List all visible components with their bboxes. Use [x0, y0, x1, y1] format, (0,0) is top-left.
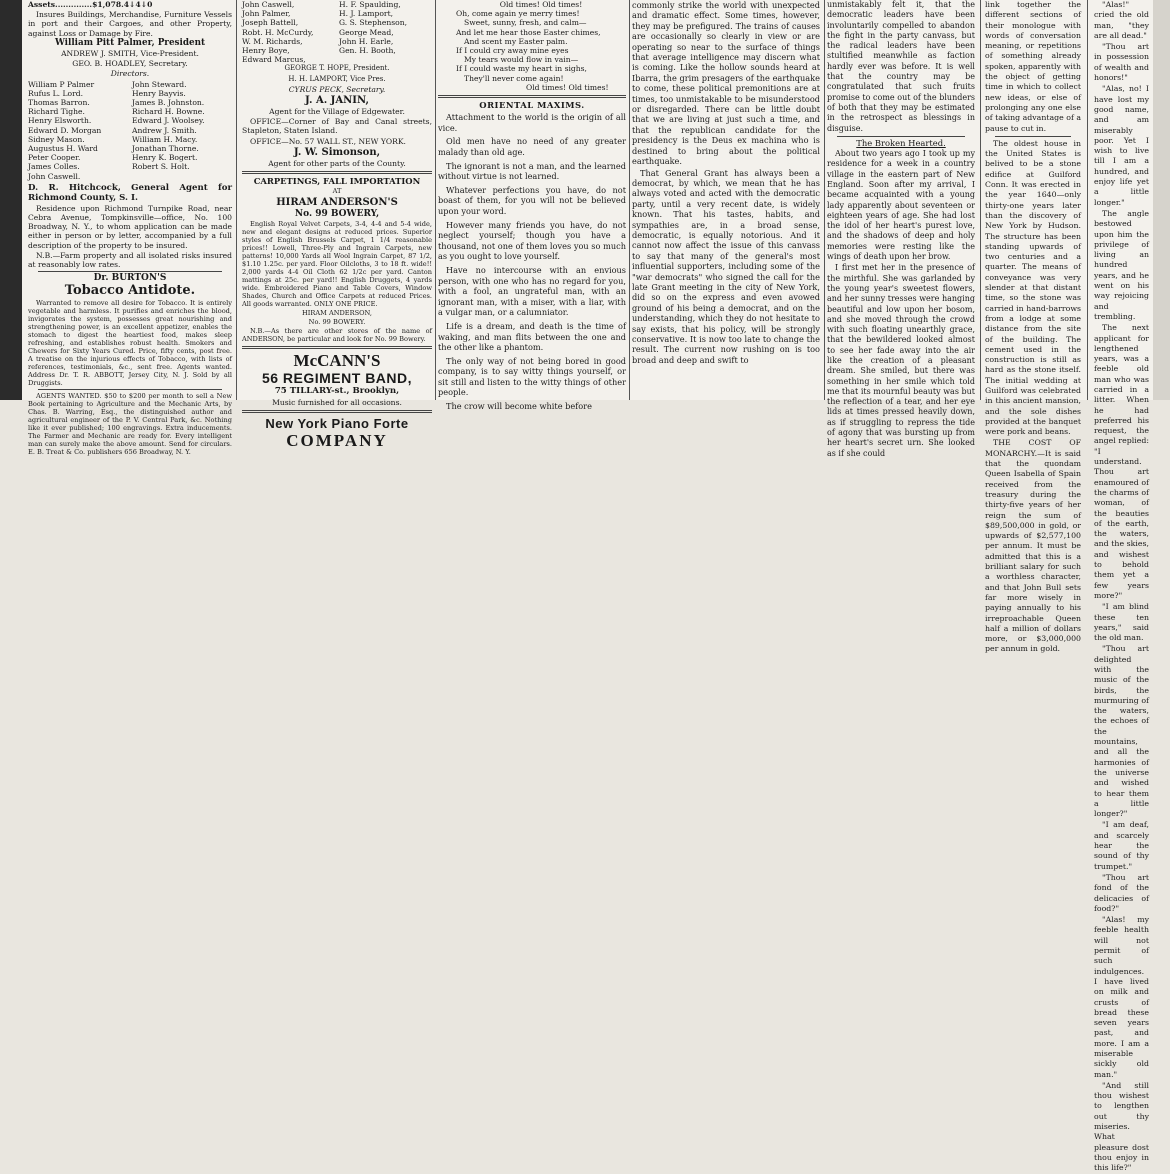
janin-office-1: OFFICE—Corner of Bay and Canal streets, Stapleton, Staten Island.	[242, 117, 432, 136]
divider	[242, 346, 432, 349]
burton-title: Tobacco Antidote.	[64, 283, 196, 299]
divider	[995, 136, 1071, 137]
mccann-address: 75 TILLARY-st., Brooklyn,	[274, 386, 400, 397]
director-name: James B. Johnston.	[132, 98, 205, 108]
directors-list	[28, 80, 232, 181]
column-ads	[242, 0, 432, 450]
trustee-name: Joseph Battell,	[242, 18, 299, 28]
trustee-name: W. M. Richards,	[242, 36, 303, 46]
maxim: The crow will become white before	[446, 401, 592, 412]
maxim: Have no intercourse with an envious person, with one who has no regard for you, with a fool, an ungrateful man, with an ignorant man, with a miser, with a liar, with a vulgar man, or a calumniator.	[438, 264, 626, 318]
anderson-name: HIRAM ANDERSON'S	[276, 197, 398, 209]
president: William Pitt Palmer, President	[54, 37, 206, 48]
simonson-name: J. W. Simonson,	[293, 146, 381, 158]
newspaper-page	[22, 0, 1153, 1173]
directors-heading: Directors.	[110, 69, 150, 79]
piano-title: New York Piano Forte	[265, 415, 409, 431]
maxim: However many friends you have, do not neglect yourself; though you have a thousand, not one of them loves you so much as you ought to love yourself.	[438, 219, 626, 262]
assets-line: Assets..............$1,078.4↓4↓0	[28, 0, 153, 9]
director-name: Sidney Mason.	[28, 134, 85, 144]
miscellany-split	[985, 0, 1149, 1173]
poem-line: My tears would flow in vain—	[464, 55, 579, 65]
divider	[242, 410, 432, 413]
directors-right	[132, 80, 232, 181]
column-rule	[1087, 0, 1088, 400]
divider	[38, 389, 222, 390]
divider	[837, 136, 965, 137]
dialogue-line: "I am blind these ten years," said the old man.	[1094, 602, 1149, 643]
maxim: The ignorant is not a man, and the learned without virtue is not learned.	[438, 160, 626, 182]
trustee-name: Robt. H. McCurdy,	[242, 27, 314, 37]
poem-line: If I could waste my heart in sighs,	[456, 64, 587, 74]
column-rule	[236, 0, 237, 400]
director-name: Henry Elsworth.	[28, 116, 92, 126]
director-name: Henry K. Bogert.	[132, 153, 198, 163]
dialogue-line: "Alas, no! I have lost my good name, and am miserably poor. Yet I wish to live till I am a hundred, and enjoy life yet a little longer."	[1094, 84, 1149, 207]
divider	[242, 171, 432, 174]
trustees-list	[242, 0, 432, 64]
simonson-role: Agent for other parts of the County.	[268, 158, 406, 168]
director-name: Richard H. Bowne.	[132, 107, 205, 117]
maxim: Life is a dream, and death is the time of waking, and man flits between the one and the other like a phantom.	[438, 320, 626, 353]
column-rule	[629, 0, 630, 400]
article-paragraph: link together the different sections of their monologue with words of conversation meaning, or repetitions of something already spoken, apparently with the object of getting time in which to collect new ideas, or else of prolonging any one else of taking advantage of a pause to cut in.	[985, 0, 1081, 133]
secretary: GEO. B. HOADLEY, Secretary.	[72, 59, 188, 69]
poem-line: And scent my Easter palm.	[464, 36, 568, 46]
article-paragraph: unmistakably felt it, that the democratic leaders have been involuntarily compelled to abandon the fight in the party canvass, but the radical leaders have been stultified meanwhile as faction hardly ever was before. It is well that the country may be congratulated that such fruits promise to come out of the blunders of both that they may be estimated in the retrospect as blessings in disguise.	[827, 0, 975, 133]
monarchy-paragraph: THE COST OF MONARCHY.—It is said that the quondam Queen Isabella of Spain received from the treasury during the thirty-five years of her reign the sum of $89,500,000 in gold, or upwards of $2,577,100 per annum. It must be admitted that this is a brilliant salary for such a worthless character, and that John Bull sets far more wisely in paying annually to his irreproachable Queen half a million of dollars more, or $3,000,000 per annum in gold.	[985, 438, 1081, 654]
anderson-name-2: HIRAM ANDERSON,	[302, 309, 372, 318]
poem-line: Sweet, sunny, fresh, and calm—	[464, 18, 587, 28]
directors-left	[28, 80, 128, 181]
trustee-name: H. F. Spaulding,	[339, 0, 401, 9]
trustees-right	[339, 0, 432, 64]
mccann-note: Music furnished for all occasions.	[272, 397, 402, 407]
officer-secretary: CYRUS PECK, Secretary.	[288, 84, 386, 94]
anderson-address: No. 99 BOWERY,	[294, 209, 380, 220]
dialogue-line: The angle bestowed upon him the privilege of living an hundred years, and he went on his way rejoicing and trembling.	[1094, 208, 1149, 321]
poem-line: Old times! Old times!	[499, 0, 583, 9]
insures-text: Insures Buildings, Merchandise, Furniture Vessels in port and their Cargoes, and other Property, against Loss or Damage by Fire.	[28, 10, 232, 38]
column-insurance	[28, 0, 232, 457]
dialogue-line: "Alas! my feeble health will not permit of such indulgences. I have lived on milk and crusts of bread these seven years past, and more. I am a miserable sickly old man."	[1094, 915, 1149, 1079]
trustee-name: John Caswell,	[242, 0, 295, 9]
residence-text: Residence upon Richmond Turnpike Road, near Cebra Avenue, Tompkinsville—office, No. 100 Broadway, N. Y., to whom application can be made either in person or by letter, accompanied by a full description of the property to be insured.	[28, 203, 232, 250]
director-name: Peter Cooper.	[28, 153, 81, 163]
janin-role: Agent for the Village of Edgewater.	[269, 107, 405, 117]
carpet-text: English Royal Velvet Carpets, 3-4, 4-4 and 5-4 wide, new and elegant designs at reduced prices. Superior styles of English Brussels Carpet, 1 1/4 reasonable prices!! Lowell, Three-Ply and Ingrain Carpets, new patterns! 10,000 Yards all Wool Ingrain Carpet, 87 1/2, $1.10 1.25c. per yard. Floor Oilcloths, 3 to 18 ft. wide!! 2,000 yards 4-4 Oil Cloth 62 1/2c per yard. Canton mattings at 25c. per yard!! English Druggets, 4 yards wide. Embroidered Piano and Table Covers, Window Shades, Church and Office Carpets at reduced Prices. All goods warranted. ONLY ONE PRICE.	[242, 220, 432, 309]
poem-line: Old times! Old times!	[526, 82, 609, 92]
director-name: Richard Tighe.	[28, 107, 85, 117]
divider	[438, 95, 626, 98]
trustee-name: Gen. H. Booth,	[339, 46, 396, 56]
poem-line: Oh, come again ye merry times!	[456, 9, 580, 19]
poem-line: If I could cry away mine eyes	[456, 46, 569, 56]
director-name: Jonathan Thorne.	[132, 144, 199, 154]
article-paragraph: That General Grant has always been a democrat, by which, we mean that he has always voted and acted with the democratic party, until a very recent date, is widely known. That his tastes, habits, and sympathies are, in a broad sense, democratic, is equally notorious. And it cannot now affect the issue of this canvass to say that many of the general's most influential supporters, including some of the "war democrats" who signed the call for the late Grant meeting in the city of New York, did so on the express and even avowed ground of his being a democrat, and on the understanding, which they do not hesitate to say exists, that his policy, will be strongly conservative. It is now too late to change the result. The current now rushing on is too broad and deep and swift to	[632, 167, 820, 365]
director-name: Augustus H. Ward	[28, 144, 98, 154]
poem-line: They'll never come again!	[464, 73, 564, 83]
right-page-edge	[1152, 0, 1170, 400]
trustee-name: John H. Earle,	[339, 36, 394, 46]
maxim: Whatever perfections you have, do not boast of them, for you will not be believed upon your word.	[438, 184, 626, 216]
column-rule	[824, 0, 825, 400]
burton-text: Warranted to remove all desire for Tobacco. It is entirely vegetable and harmless. It purifies and enriches the blood, invigorates the system, possesses great nourishing and strengthening power, is an excellent appetizer, enables the stomach to digest the heartiest food, makes sleep refreshing, and establishes robust health. Smokers and Chewers for Sixty Years Cured. Price, fifty cents, post free. A treatise on the injurious effects of Tobacco, with lists of references, testimonials, &c., sent free. Agents wanted. Address Dr. T. R. ABBOTT, Jersey City, N. J. Sold by all Druggists.	[28, 299, 232, 388]
miscellany-left	[985, 0, 1081, 654]
director-name: Rufus L. Lord.	[28, 88, 84, 98]
general-agent: D. R. Hitchcock, General Agent for Richmond County, S. I.	[28, 182, 232, 203]
column-rule	[980, 0, 981, 400]
left-binding-edge	[0, 0, 22, 400]
column-story	[827, 0, 975, 458]
janin-office-2: OFFICE—No. 57 WALL ST., NEW YORK.	[250, 136, 406, 146]
trustee-name: Edward Marcus,	[242, 55, 306, 65]
maxim: The only way of not being bored in good company, is to say witty things yourself, or sit still and listen to the witty things of other people.	[438, 355, 626, 398]
maxim: Attachment to the world is the origin of all vice.	[438, 112, 626, 133]
director-name: Edward D. Morgan	[28, 125, 102, 135]
dialogue-line: The next applicant for lengthened years, was a feeble old man who was carried in a litter. When he had preferred his request, the angel replied: "I understand. Thou art enamoured of the charms of woman, of the beauties of the earth, the waters, and the skies, and wishest to behold them yet a few years more?"	[1094, 323, 1149, 600]
column-miscellany	[985, 0, 1149, 1173]
janin-name: J. A. JANIN,	[305, 95, 369, 107]
vice-president: ANDREW J. SMITH, Vice-President.	[61, 49, 199, 59]
officer-president: GEORGE T. HOPE, President.	[284, 64, 390, 73]
director-name: William H. Macy.	[132, 134, 198, 144]
director-name: Edward J. Woolsey.	[132, 116, 205, 126]
carpetings-heading: CARPETINGS, FALL IMPORTATION	[253, 176, 421, 187]
maxims-heading: ORIENTAL MAXIMS.	[479, 100, 585, 111]
story-paragraph: About two years ago I took up my residence for a week in a country village in the eastern part of New England. Soon after my arrival, I became acquainted with a young lady apparently about seventeen or eighteen years of age. She had lost the idol of her heart's purest love, and the shadows of deep and holy memories were resting like the wings of death upon her brow.	[827, 149, 975, 262]
oldest-house-paragraph: The oldest house in the United States is belived to be a stone edifice at Guilford Conn. It was erected in the year 1640—only thirty-one years later than the discovery of New York by Hudson. The structure has been standing upwards of two centuries and a quarter. The means of conveyance was very slender at that distant time, so the stone was carried in hand-barrows from a lodge at some distance from the site of the building. The cement used in the construction is still as hard as the stone itself. The initial wedding at Guilford was celebrated in this ancient mansion, and the sole dishes provided at the banquet were pork and beans.	[985, 138, 1081, 437]
nb-text: N.B.—Farm property and all isolated risks insured at reasonably low rates.	[28, 250, 232, 270]
column-maxims	[438, 0, 626, 412]
trustee-name: George Mead,	[339, 27, 394, 37]
column-political	[632, 0, 820, 400]
divider	[38, 271, 222, 272]
trustee-name: G. S. Stephenson,	[339, 18, 408, 28]
mccann-band: 56 REGIMENT BAND,	[261, 370, 413, 387]
maxim: Old men have no need of any greater malady than old age.	[438, 136, 626, 158]
poem	[438, 0, 626, 92]
anderson-address-2: No. 99 BOWERY.	[308, 318, 366, 327]
dialogue-line: "Alas!" cried the old man, "they are all dead."	[1094, 0, 1149, 40]
officer-vp: H. H. LAMPORT, Vice Pres.	[288, 74, 386, 83]
piano-company: COMPANY	[286, 430, 388, 450]
director-name: James Colles.	[28, 162, 80, 172]
story-heading: The Broken Hearted.	[856, 137, 946, 148]
agents-wanted-text: AGENTS WANTED. $50 to $200 per month to sell a New Book pertaining to Agriculture and the Mechanic Arts, by Chas. B. Warring, Esq., the distinguished author and agricultural engineer of the P. V. Central Park, &c. Nothing like it ever published; 100 engravings. Extra inducements. The Farmer and Mechanic are ready for. Every intelligent man can surely make the above amount. Send for circulars. E. B. Treat & Co. publishers 656 Broadway, N. Y.	[28, 392, 232, 457]
carpetings-at: AT	[332, 187, 342, 196]
trustee-name: John Palmer,	[242, 9, 291, 19]
dialogue-line: "Thou art in possession of wealth and honors!"	[1094, 42, 1149, 83]
burton-heading: Dr. BURTON'S	[93, 273, 167, 284]
mccann-title: McCANN'S	[293, 351, 381, 371]
director-name: Andrew J. Smith.	[132, 125, 197, 135]
director-name: Thomas Barron.	[28, 98, 90, 108]
trustee-name: H. J. Lamport,	[339, 9, 394, 19]
story-paragraph: I first met her in the presence of the mirthful. She was garlanded by the young year's sweetest flowers, and her sunny tresses were hanging beautiful and low upon her bosom, and she moved through the crowd with such floating unearthly grace, that the bewildered looked almost to see her fade away into the air like the creation of a pleasant dream. She smiled, but there was something in her smile which told me that its mournful beauty was but the reflection of a tear, and her eye lids at times pressed heavily down, as if struggling to repress the tide of agony that was bursting up from her heart's secret urn. She looked as if she could	[827, 263, 975, 458]
anderson-nb: N.B.—As there are other stores of the name of ANDERSON, be particular and look for No. 99 Bowery.	[242, 327, 432, 344]
director-name: William P Palmer	[28, 79, 95, 89]
miscellany-right	[1094, 0, 1149, 1173]
column-rule	[435, 0, 436, 400]
director-name: Robert S. Holt.	[132, 162, 190, 172]
dialogue-line: "Thou art delighted with the music of the birds, the murmuring of the waters, the echoes of the mountains, and all the harmonies of the universe and wished to hear them a little longer?"	[1094, 644, 1149, 819]
dialogue-line: "I am deaf, and scarcely hear the sound of thy trumpet."	[1094, 820, 1149, 871]
trustees-left	[242, 0, 335, 64]
director-name: Henry Bayvis.	[132, 88, 186, 98]
dialogue-line: "And still thou wishest to lengthen out thy miseries. What pleasure dost thou enjoy in this life?"	[1094, 1080, 1149, 1173]
director-name: John Steward.	[132, 79, 187, 89]
poem-line: And let me hear those Easter chimes,	[456, 27, 601, 37]
article-paragraph: commonly strike the world with unexpected and dramatic effect. Some times, however, they may be prefigured. The trains of causes are occasionally so clearly in view or are operating so near to the surface of things that average intelligence may discern what is coming. Like the hollow sounds heard at Ibarra, the grim presagers of the earthquake to come, these political premonitions are at times, too unmistakable to be misunderstood or disregarded. There can be little doubt that we are living at just such a time, and that the republican candidate for the presidency is the Deus ex machina who is destined to bring about the political earthquake.	[632, 0, 820, 167]
director-name: John Caswell.	[28, 171, 81, 181]
dialogue-line: "Thou art fond of the delicacies of food?"	[1094, 872, 1149, 913]
trustee-name: Henry Boye,	[242, 46, 290, 56]
